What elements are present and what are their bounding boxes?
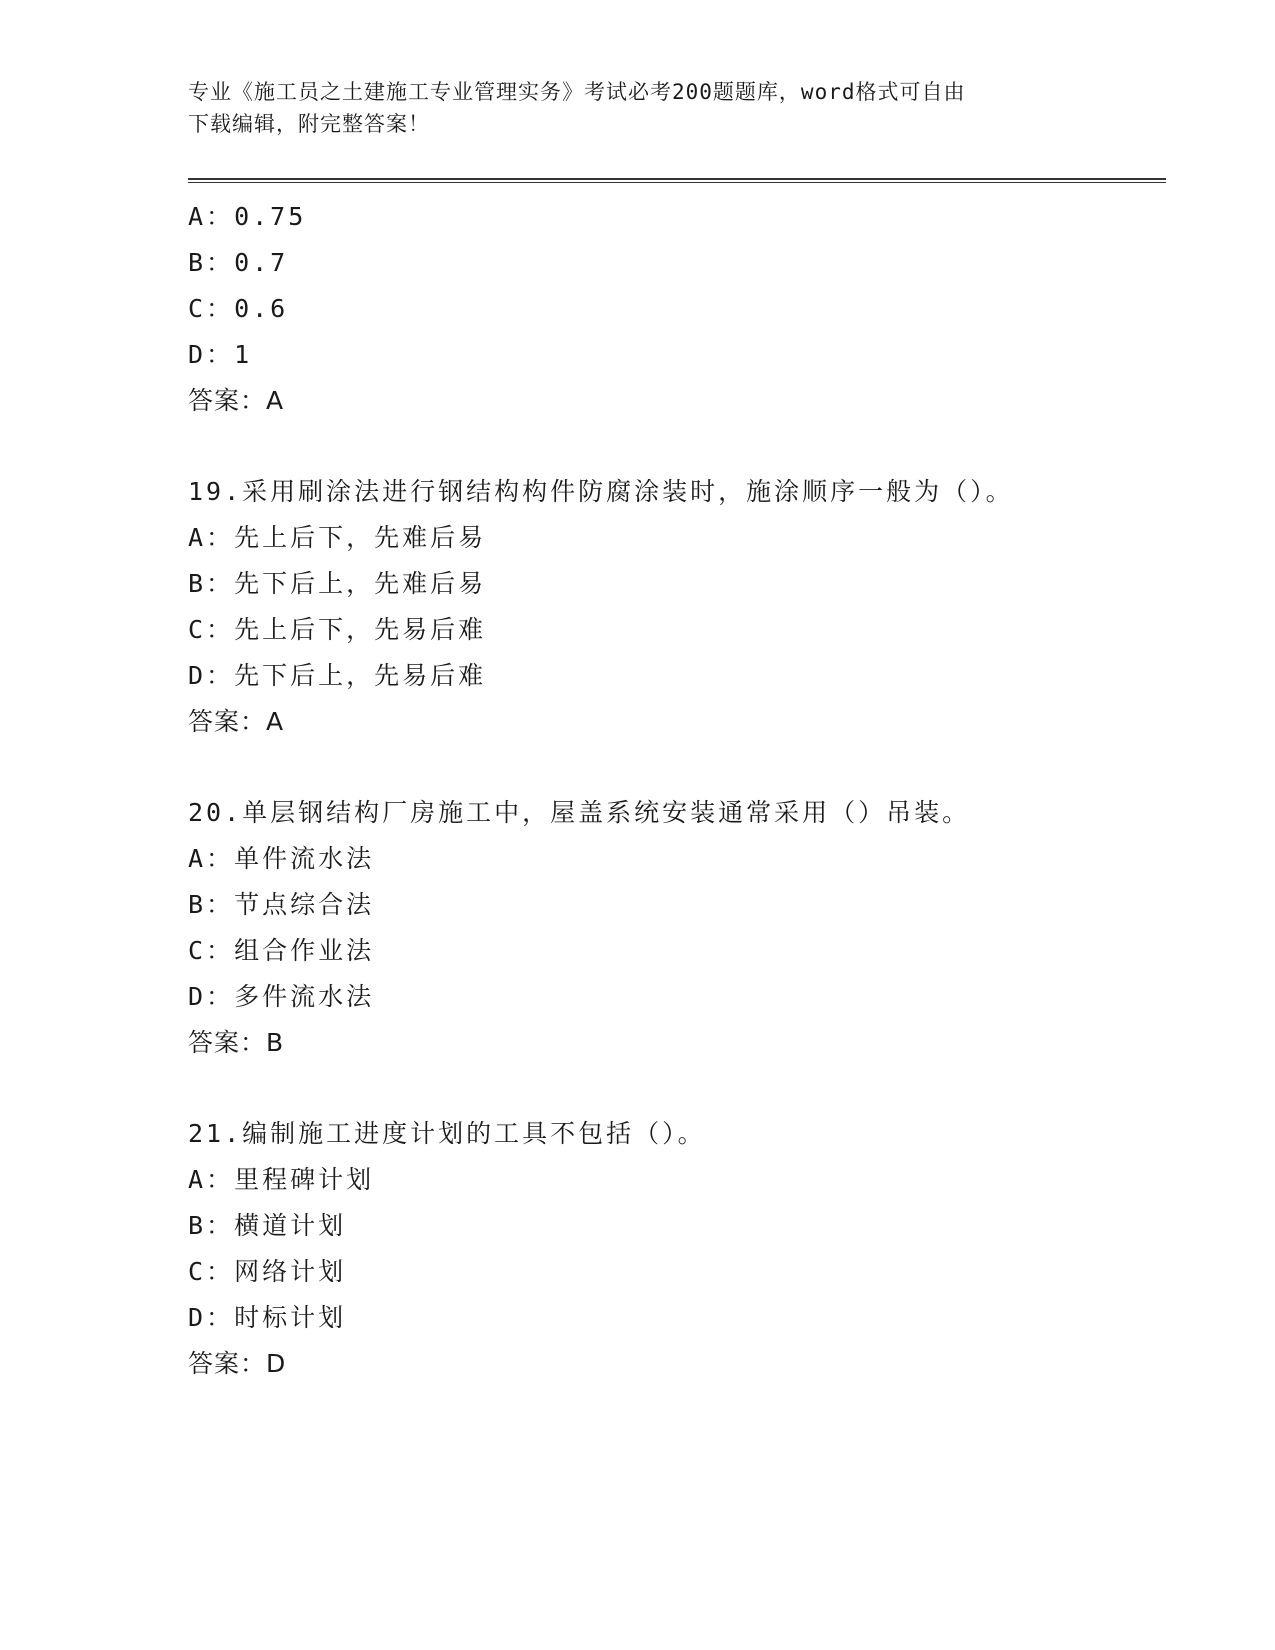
- option-c: C：0.6: [188, 294, 289, 323]
- option-a: A：0.75: [188, 202, 307, 231]
- question-21: [188, 1111, 1168, 1387]
- option-b: B：节点综合法: [188, 890, 375, 919]
- option-a: A：单件流水法: [188, 844, 375, 873]
- header-divider: [188, 178, 1166, 183]
- option-c: C：网络计划: [188, 1257, 347, 1286]
- question-20: [188, 790, 1168, 1066]
- option-c: C：先上后下，先易后难: [188, 615, 487, 644]
- page-header: [188, 76, 1088, 140]
- question-stem: 20.单层钢结构厂房施工中，屋盖系统安装通常采用（）吊装。: [188, 798, 971, 827]
- question-list: [188, 194, 1168, 1387]
- question-stem: 21.编制施工进度计划的工具不包括（）。: [188, 1119, 706, 1148]
- question-stem: 19.采用刷涂法进行钢结构构件防腐涂装时，施涂顺序一般为（）。: [188, 477, 1014, 506]
- question-18: [188, 194, 1168, 424]
- option-d: D：多件流水法: [188, 982, 375, 1011]
- option-d: D：时标计划: [188, 1303, 347, 1332]
- header-line-2: 下载编辑，附完整答案！: [188, 112, 430, 136]
- option-b: B：横道计划: [188, 1211, 347, 1240]
- answer-line: 答案：D: [188, 1349, 287, 1378]
- answer-line: 答案：A: [188, 386, 285, 415]
- answer-line: 答案：A: [188, 707, 285, 736]
- option-a: A：里程碑计划: [188, 1165, 375, 1194]
- answer-line: 答案：B: [188, 1028, 285, 1057]
- question-19: [188, 469, 1168, 745]
- option-b: B：0.7: [188, 248, 289, 277]
- option-d: D：先下后上，先易后难: [188, 661, 487, 690]
- option-b: B：先下后上，先难后易: [188, 569, 487, 598]
- option-c: C：组合作业法: [188, 936, 375, 965]
- option-d: D：1: [188, 340, 253, 369]
- option-a: A：先上后下，先难后易: [188, 523, 487, 552]
- header-line-1: 专业《施工员之土建施工专业管理实务》考试必考200题题库，word格式可自由: [188, 80, 966, 104]
